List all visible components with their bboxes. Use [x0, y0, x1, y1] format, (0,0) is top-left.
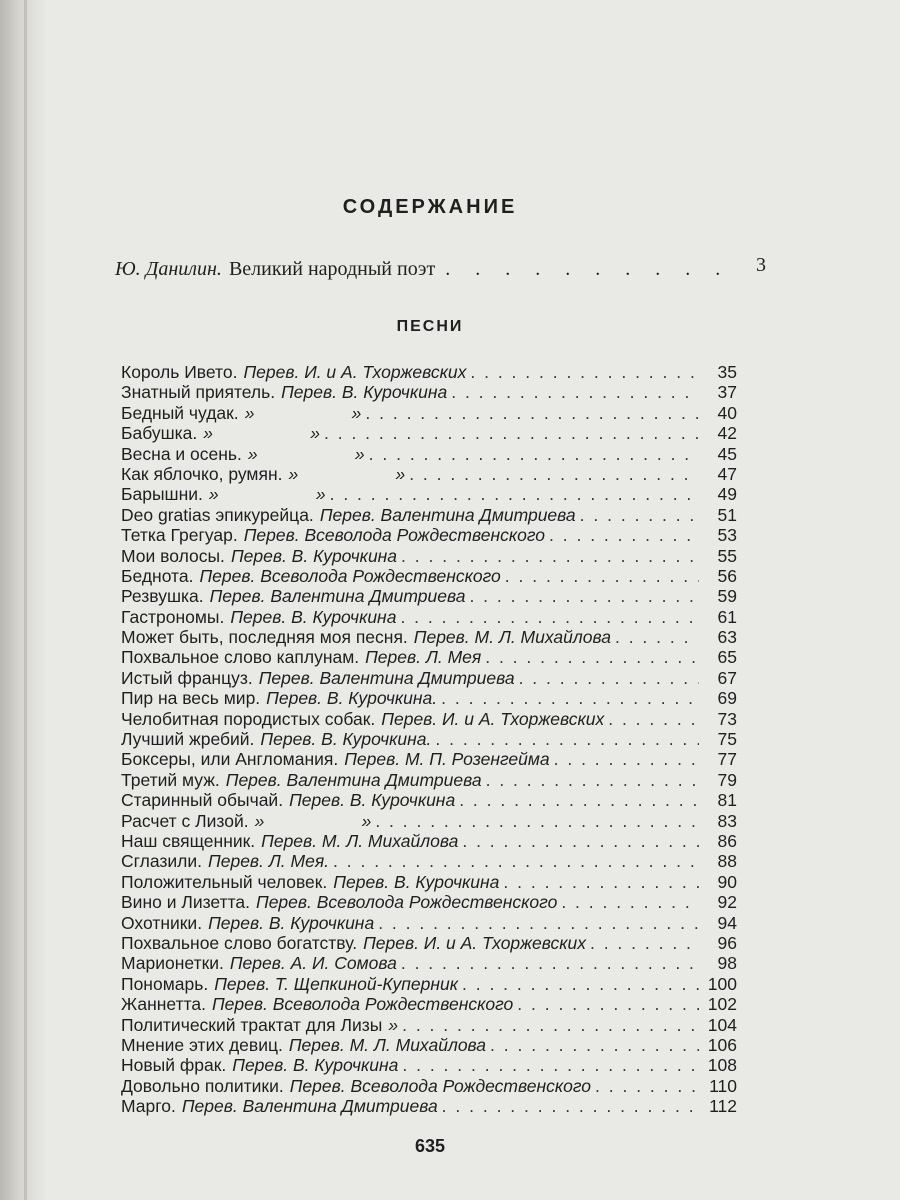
entry-translator: Перев. И. и А. Тхоржевских	[381, 708, 605, 729]
entry-title: Тетка Грегуар.	[121, 525, 238, 546]
leader-dots	[333, 851, 699, 871]
entry-title: Пир на весь мир.	[121, 688, 261, 709]
leader-dots	[324, 423, 699, 443]
entry-translator: Перев. Всеволода Рождественского	[289, 1075, 592, 1096]
entry-page-number: 88	[717, 851, 737, 872]
entry-page-number: 51	[717, 504, 737, 525]
entry-title: Лучший жребий.	[121, 729, 255, 750]
leader-dots	[549, 525, 699, 545]
leader-dots	[486, 770, 699, 790]
entry-title: Положительный человек.	[121, 871, 328, 892]
contents-entry	[121, 933, 737, 953]
leader-dots	[401, 953, 699, 973]
entry-translator: Перев. М. Л. Михайлова	[261, 830, 459, 851]
entry-page-number: 98	[717, 953, 737, 974]
entry-title: Весна и осень.	[121, 443, 242, 464]
contents-entry	[121, 382, 737, 402]
entry-title: Мнение этих девиц.	[121, 1034, 283, 1055]
leader-dots	[435, 729, 699, 749]
entry-translator: » »	[288, 463, 406, 484]
entry-page-number: 77	[717, 749, 737, 770]
contents-entry	[121, 607, 737, 627]
leader-dots	[369, 444, 699, 464]
leader-dots	[505, 566, 699, 586]
leader-dots	[409, 464, 699, 484]
entry-page-number: 61	[717, 606, 737, 627]
leader-dots	[517, 994, 699, 1014]
entry-page-number: 83	[717, 810, 737, 831]
entry-title: Бедный чудак.	[121, 402, 239, 423]
entry-title: Политический трактат для Лизы	[121, 1014, 383, 1035]
entry-page-number: 56	[717, 565, 737, 586]
entry-title: Марго.	[121, 1096, 176, 1117]
entry-translator: Перев. В. Курочкина	[232, 1055, 399, 1076]
entry-page-number: 86	[717, 830, 737, 851]
entry-title: Гастрономы.	[121, 606, 225, 627]
entry-page-number: 94	[717, 912, 737, 933]
intro-page-number: 3	[756, 254, 766, 276]
contents-entry	[121, 892, 737, 912]
entry-page-number: 81	[717, 790, 737, 811]
entry-translator: Перев. И. и А. Тхоржевских	[243, 362, 467, 382]
leader-dots	[402, 1055, 699, 1075]
folio-page-number: 635	[414, 1136, 446, 1156]
leader-dots	[378, 913, 699, 933]
entry-title: Может быть, последняя моя песня.	[121, 627, 408, 648]
leader-dots	[462, 831, 699, 851]
entry-page-number: 35	[717, 362, 737, 382]
entry-translator: Перев. Валентина Дмитриева	[319, 504, 576, 525]
entry-translator: »	[388, 1014, 399, 1035]
entry-translator: Перев. В. Курочкина.	[266, 688, 438, 709]
entry-translator: Перев. Всеволода Рождественского	[243, 525, 546, 546]
entry-page-number: 37	[717, 382, 737, 403]
entry-title: Челобитная породистых собак.	[121, 708, 376, 729]
contents-entry	[121, 851, 737, 871]
leader-dots	[442, 1096, 699, 1116]
contents-entry	[121, 403, 737, 423]
entry-translator: Перев. Валентина Дмитриева	[225, 769, 482, 790]
entry-title: Пономарь.	[121, 973, 209, 994]
entry-title: Довольно политики.	[121, 1075, 284, 1096]
entry-translator: Перев. В. Курочкина	[208, 912, 375, 933]
entry-title: Третий муж.	[121, 769, 220, 790]
intro-author: Ю. Данилин.	[115, 258, 222, 280]
contents-entry	[121, 688, 737, 708]
leader-dots	[561, 892, 699, 912]
entry-page-number: 49	[717, 484, 737, 505]
leader-dots	[554, 749, 699, 769]
intro-entry	[115, 254, 766, 286]
leader-dots	[490, 1035, 699, 1055]
entry-page-number: 102	[707, 994, 737, 1015]
leader-dots	[469, 586, 699, 606]
contents-entry	[121, 994, 737, 1014]
entry-page-number: 79	[717, 769, 737, 790]
entry-title: Барышни.	[121, 484, 203, 505]
entry-title: Жаннетта.	[121, 994, 206, 1015]
entry-title: Бабушка.	[121, 423, 198, 444]
contents-entry	[121, 770, 737, 790]
entry-translator: Перев. Валентина Дмитриева	[258, 667, 515, 688]
entry-translator: Перев. В. Курочкина	[230, 606, 397, 627]
entry-page-number: 59	[717, 586, 737, 607]
entry-title: Знатный приятель.	[121, 382, 276, 403]
entry-translator: Перев. В. Курочкина	[289, 790, 456, 811]
leader-dots	[590, 933, 699, 953]
entry-title: Истый француз.	[121, 667, 253, 688]
leader-dots	[503, 872, 699, 892]
leader-dots	[615, 627, 699, 647]
entry-translator: Перев. М. Л. Михайлова	[413, 627, 611, 648]
leader-dots	[595, 1076, 699, 1096]
entry-page-number: 96	[717, 932, 737, 953]
contents-entry	[121, 627, 737, 647]
contents-entry	[121, 953, 737, 973]
page-title: СОДЕРЖАНИЕ	[342, 196, 518, 218]
entry-title: Мои волосы.	[121, 545, 225, 566]
contents-entry	[121, 831, 737, 851]
entry-page-number: 100	[707, 973, 737, 994]
entry-title: Марионетки.	[121, 953, 224, 974]
contents-entry	[121, 525, 737, 545]
entry-title: Охотники.	[121, 912, 203, 933]
intro-leader-dots: . . . . . . . . . .	[445, 258, 731, 280]
entry-page-number: 63	[717, 627, 737, 648]
entry-page-number: 45	[717, 443, 737, 464]
entry-page-number: 40	[717, 402, 737, 423]
entry-title: Резвушка.	[121, 586, 204, 607]
leader-dots	[330, 484, 699, 504]
entry-page-number: 73	[717, 708, 737, 729]
contents-entry	[121, 484, 737, 504]
leader-dots	[470, 362, 699, 382]
leader-dots	[608, 709, 699, 729]
contents-entry	[121, 974, 737, 994]
leader-dots	[400, 607, 699, 627]
entry-translator: Перев. Т. Щепкиной-Куперник	[214, 973, 458, 994]
entry-page-number: 112	[709, 1096, 737, 1117]
entry-title: Король Ивето.	[121, 362, 238, 382]
entry-translator: Перев. Всеволода Рождественского	[199, 565, 501, 586]
contents-entry	[121, 1096, 737, 1116]
contents-entry	[121, 749, 737, 769]
entry-page-number: 104	[707, 1014, 737, 1035]
entry-title: Вино и Лизетта.	[121, 892, 251, 913]
entry-translator: Перев. В. Курочкина	[333, 871, 500, 892]
entry-page-number: 108	[707, 1055, 737, 1076]
contents-entry	[121, 1015, 737, 1035]
contents-entry	[121, 872, 737, 892]
entry-translator: Перев. М. Л. Михайлова	[288, 1034, 487, 1055]
entry-translator: Перев. В. Курочкина	[230, 545, 398, 566]
entry-title: Боксеры, или Англомания.	[121, 749, 339, 770]
entry-translator: » »	[247, 443, 365, 464]
entry-translator: Перев. Л. Мея.	[208, 851, 330, 872]
entry-title: Беднота.	[121, 565, 194, 586]
contents-entry	[121, 1055, 737, 1075]
intro-title: Великий народный поэт	[228, 258, 436, 280]
entry-translator: Перев. В. Курочкина	[281, 382, 448, 403]
entry-translator: Перев. А. И. Сомова	[229, 953, 397, 974]
entry-page-number: 67	[717, 667, 737, 688]
entry-title: Расчет с Лизой.	[121, 810, 249, 831]
entry-title: Сглазили.	[121, 851, 203, 872]
contents-entry	[121, 811, 737, 831]
entry-title: Похвальное слово каплунам.	[121, 647, 360, 668]
contents-entry	[121, 423, 737, 443]
entry-page-number: 75	[717, 729, 737, 750]
leader-dots	[485, 647, 699, 667]
leader-dots	[402, 1015, 699, 1035]
entry-page-number: 47	[717, 463, 737, 484]
contents-entry	[121, 505, 737, 525]
entry-translator: Перев. Всеволода Рождественского	[256, 892, 558, 913]
leader-dots	[462, 974, 699, 994]
leader-dots	[580, 505, 699, 525]
contents-entry	[121, 1076, 737, 1096]
contents-entry	[121, 464, 737, 484]
contents-entry	[121, 362, 737, 382]
entry-translator: Перев. Л. Мея	[365, 647, 482, 668]
entry-translator: Перев. Всеволода Рождественского	[212, 994, 514, 1015]
contents-entry	[121, 709, 737, 729]
entry-translator: Перев. М. П. Розенгейма	[344, 749, 550, 770]
entry-page-number: 55	[717, 545, 737, 566]
leader-dots	[401, 546, 699, 566]
contents-entry	[121, 913, 737, 933]
contents-entry	[121, 729, 737, 749]
entry-translator: » »	[244, 402, 362, 423]
entry-translator: Перев. В. Курочкина.	[260, 729, 432, 750]
contents-entry	[121, 647, 737, 667]
leader-dots	[365, 403, 699, 423]
leader-dots	[451, 382, 699, 402]
entry-page-number: 110	[709, 1075, 737, 1096]
contents-entry	[121, 790, 737, 810]
entry-title: Старинный обычай.	[121, 790, 284, 811]
entry-translator: » »	[208, 484, 326, 505]
entry-translator: » »	[203, 423, 320, 444]
leader-dots	[519, 668, 699, 688]
contents-entry	[121, 586, 737, 606]
entry-translator: » »	[254, 810, 372, 831]
contents-entry	[121, 546, 737, 566]
entry-translator: Перев. Валентина Дмитриева	[209, 586, 466, 607]
leader-dots	[459, 790, 699, 810]
leader-dots	[375, 811, 699, 831]
entry-page-number: 69	[717, 688, 737, 709]
contents-entry	[121, 444, 737, 464]
entry-translator: Перев. Валентина Дмитриева	[181, 1096, 438, 1117]
section-heading: ПЕСНИ	[396, 318, 464, 335]
entry-title: Наш священник.	[121, 830, 256, 851]
entry-title: Новый фрак.	[121, 1055, 227, 1076]
entry-page-number: 65	[717, 647, 737, 668]
entry-page-number: 106	[707, 1034, 737, 1055]
entry-title: Deo gratias эпикурейца.	[121, 504, 314, 525]
entry-title: Похвальное слово богатству.	[121, 932, 358, 953]
contents-entry	[121, 668, 737, 688]
contents-entry	[121, 1035, 737, 1055]
contents-entry	[121, 566, 737, 586]
entry-page-number: 53	[717, 525, 737, 546]
contents-list	[121, 362, 737, 1116]
entry-translator: Перев. И. и А. Тхоржевских	[363, 932, 586, 953]
entry-title: Как яблочко, румян.	[121, 463, 283, 484]
entry-page-number: 92	[717, 892, 737, 913]
leader-dots	[441, 688, 699, 708]
entry-page-number: 42	[717, 423, 737, 444]
entry-page-number: 90	[717, 871, 737, 892]
